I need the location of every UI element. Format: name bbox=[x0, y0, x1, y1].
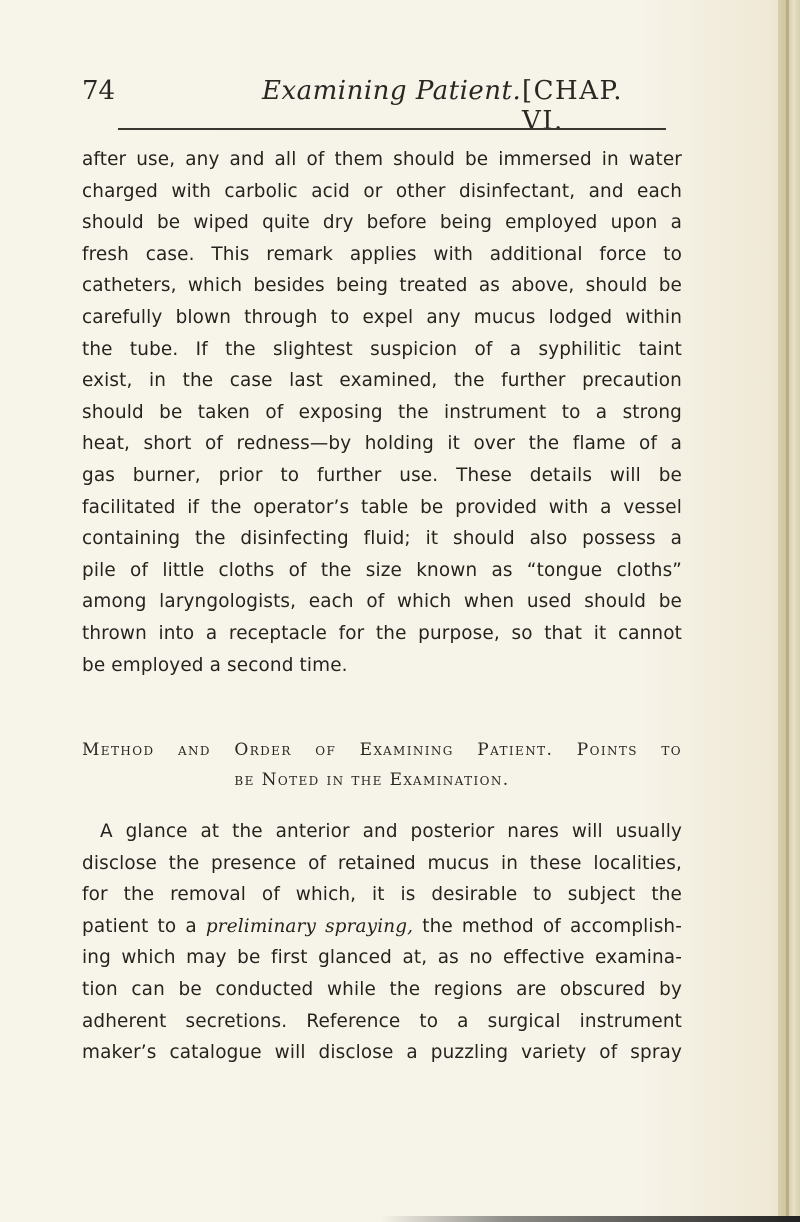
section-heading-line-1: Method and Order of Examining Patient. Points to bbox=[82, 740, 682, 760]
text-line: thrown into a receptacle for the purpose, so that it cannot bbox=[82, 622, 682, 644]
text-line: tion can be conducted while the regions are obscured by bbox=[82, 978, 682, 1000]
text-line: be employed a second time. bbox=[82, 654, 348, 676]
page-number: 74 bbox=[82, 76, 116, 106]
text-line: ing which may be first glanced at, as no effective examina- bbox=[82, 947, 682, 969]
page-header bbox=[82, 76, 672, 136]
text-line bbox=[82, 816, 682, 848]
section-heading bbox=[82, 735, 682, 795]
text-line: heat, short of redness—by holding it over the flame of a bbox=[82, 433, 682, 455]
paragraph-disinfection bbox=[82, 144, 682, 681]
text-line: adherent secretions. Reference to a surgical instrument bbox=[82, 1010, 682, 1032]
text-line: pile of little cloths of the size known as “tongue cloths” bbox=[82, 559, 682, 581]
italic-term: preliminary spraying, bbox=[205, 915, 414, 937]
running-title: Examining Patient. bbox=[262, 76, 522, 106]
section-heading-line-2: be Noted in the Examination. bbox=[234, 770, 510, 790]
text-line: exist, in the case last examined, the further precaution bbox=[82, 370, 682, 392]
chapter-reference: [CHAP. VI. bbox=[522, 76, 623, 136]
text-line: maker’s catalogue will disclose a puzzling variety of spray bbox=[82, 1042, 682, 1064]
bottom-shadow bbox=[380, 1216, 800, 1222]
text-line: facilitated if the operator’s table be provided with a vessel bbox=[82, 496, 682, 518]
text-line: should be wiped quite dry before being employed upon a bbox=[82, 212, 682, 234]
text-line: for the removal of which, it is desirable to subject the bbox=[82, 884, 682, 906]
text-line-content: A glance at the anterior and posterior nares will usually bbox=[100, 821, 682, 842]
text-line: containing the disinfecting fluid; it should also possess a bbox=[82, 528, 682, 550]
page-edge bbox=[778, 0, 800, 1222]
paragraph-examination bbox=[82, 816, 682, 1069]
text-line: the tube. If the slightest suspicion of a syphilitic taint bbox=[82, 338, 682, 360]
text-line: catheters, which besides being treated as above, should be bbox=[82, 275, 682, 297]
text-line: charged with carbolic acid or other disinfectant, and each bbox=[82, 180, 682, 202]
text-line: after use, any and all of them should be immersed in water bbox=[82, 149, 682, 170]
text-segment: patient to a bbox=[82, 915, 197, 937]
text-line: fresh case. This remark applies with additional force to bbox=[82, 243, 682, 265]
text-segment: the method of accomplish- bbox=[422, 915, 683, 937]
text-line: disclose the presence of retained mucus in these localities, bbox=[82, 852, 682, 874]
text-line: carefully blown through to expel any mucus lodged within bbox=[82, 306, 682, 328]
text-line bbox=[82, 911, 682, 943]
header-rule bbox=[118, 128, 666, 130]
text-line: among laryngologists, each of which when used should be bbox=[82, 591, 682, 613]
text-line: gas burner, prior to further use. These details will be bbox=[82, 464, 682, 486]
text-line: should be taken of exposing the instrument to a strong bbox=[82, 401, 682, 423]
